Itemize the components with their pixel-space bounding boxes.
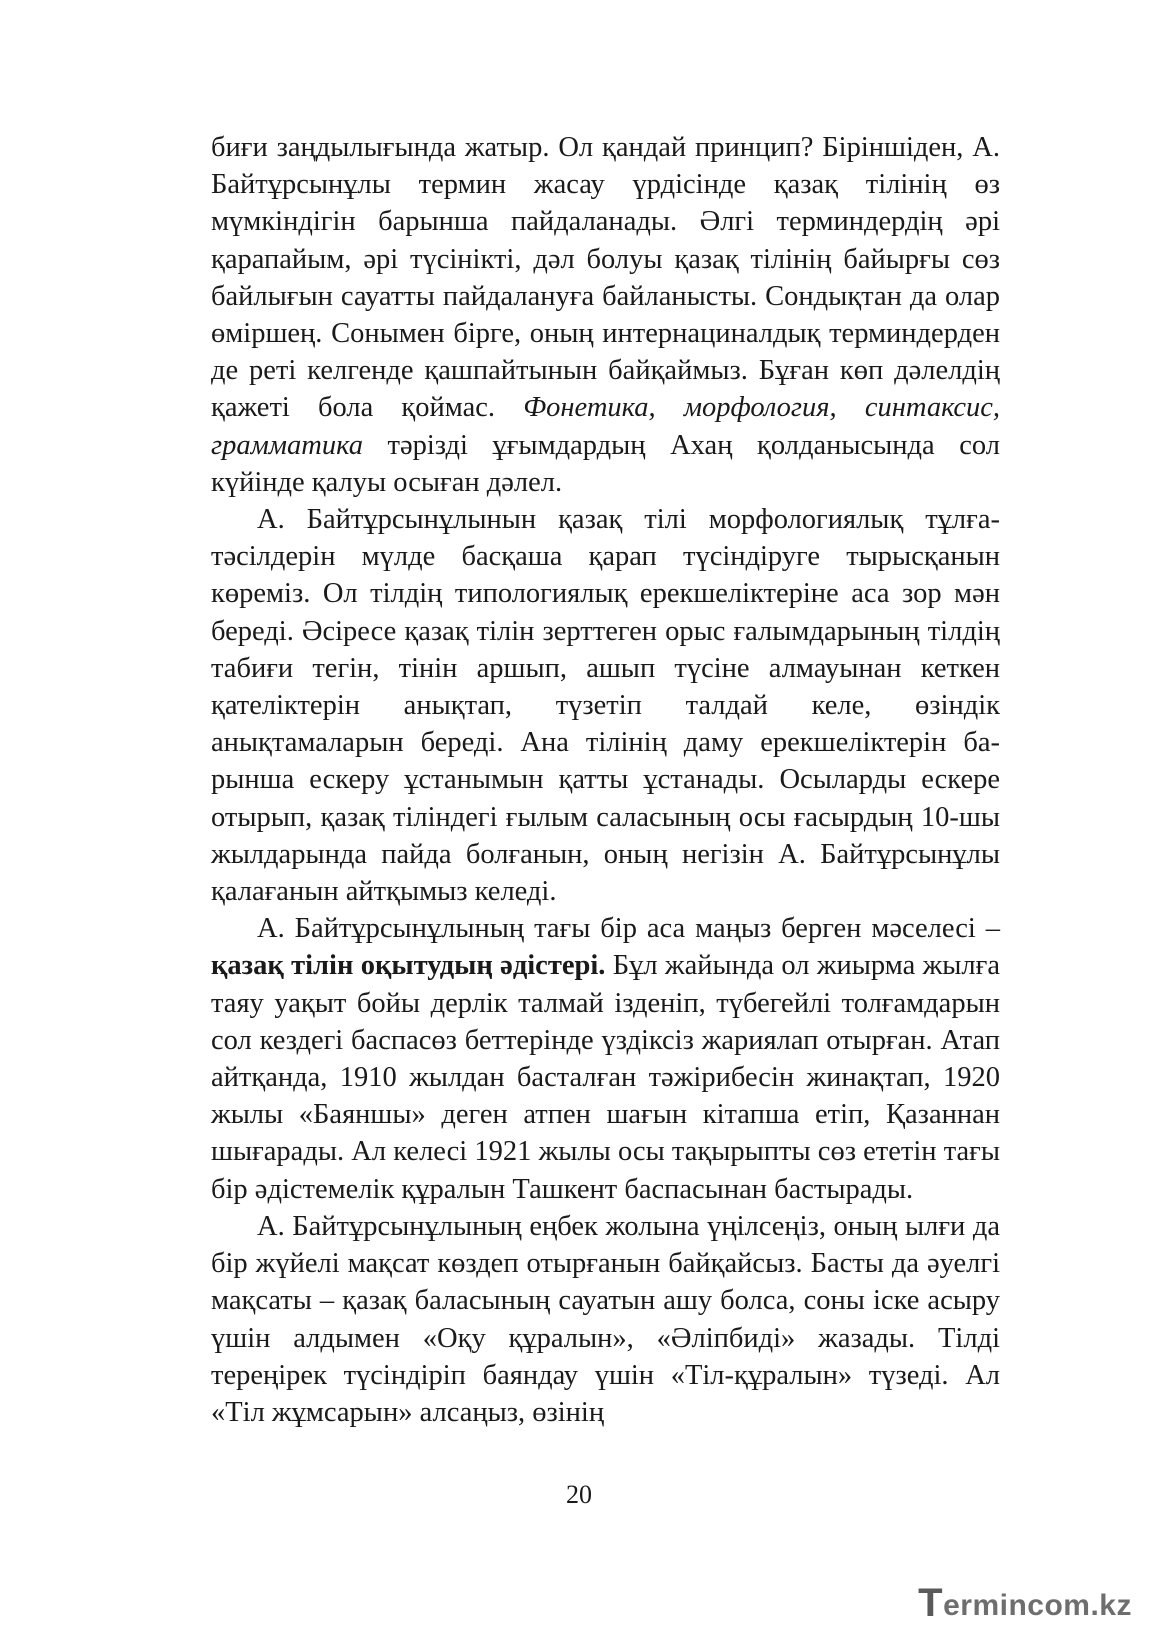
paragraph-3	[211, 910, 1000, 1208]
paragraph-1	[211, 129, 1000, 501]
body-text	[211, 129, 1000, 1431]
bold-heading-phrase: қазақ тілін оқытудың әдістері.	[211, 950, 606, 982]
text-run: А. Байтұрсынұлының еңбек жолына үңілсеңіз, оның ылғи да бір жүйелі мақсат көздеп отырғанын байқайсыз. Басты да әуелгі мақсаты – қазақ баласының сауатын ашу болса, соны іске асыру үшін алдымен «Оқу құралын», «Әліпбиді» жазады. Тілді тереңірек түсіндіріп баяндау үшін «Тіл-құралын» түзеді. Ал «Тіл жұмсарын» алсаңыз, өзінің	[211, 1210, 1000, 1428]
paragraph-2	[211, 501, 1000, 910]
page-number: 20	[566, 1480, 592, 1509]
paragraph-4	[211, 1208, 1000, 1431]
italic-term-list: Фонетика, морфология, синтаксис, грамматика	[211, 392, 1000, 461]
text-run: тәрізді ұғымдардың Ахаң қолданысында сол күйінде қалуы осыған дәлел.	[211, 429, 1000, 498]
text-run: биғи заңдылығында жатыр. Ол қандай принцип? Біріншіден, А. Байтұрсынұлы термин жасау үрдісінде қазақ тілінің өз мүмкіндігін барынша пайдаланады. Әлгі терминдердің әрі қарапайым, әрі түсінікті, дәл болуы қазақ тілінің байырғы сөз байлығын сауатты пайдалануға байланысты. Сондықтан да олар өміршең. Сонымен бірге, оның интернациналдық терминдерден де реті келгенде қашпайтынын байқаймыз. Бұған көп дәлелдің қажеті бола қоймас.	[211, 132, 1000, 424]
text-run: А. Байтұрсынұлынын қазақ тілі морфологиялық тұлғатәсілдерін мүлде басқаша қарап түсіндіруге тырысқанын көреміз. Ол тілдің типологиялық ерекшеліктеріне аса зор мән береді. Әсіресе қазақ тілін зерттеген орыс ғалымдарының тілдің табиғи тегін, тінін аршып, ашып түсіне алмауынан кеткен қателіктерін анықтап, түзетіп талдай келе, өзіндік анықтамаларын береді. Ана тілінің даму ерекшеліктерін барынша ескеру ұстанымын қатты ұстанады. Осыларды ескере отырып, қазақ тіліндегі ғылым саласының осы ғасырдың 10-шы жылдарында пайда болғанын, оның негізін А. Байтұрсынұлы қалағанын айтқымыз келеді.	[211, 504, 1000, 908]
watermark-logo	[918, 1583, 1132, 1623]
watermark-text: ermincom.kz	[943, 1589, 1132, 1622]
watermark-first-letter: T	[918, 1581, 944, 1625]
text-run: А. Байтұрсынұлының тағы бір аса маңыз берген мәселесі –	[257, 913, 1000, 945]
text-run: Бұл жайында ол жиырма жылға таяу уақыт бойы дерлік талмай ізденіп, түбегейлі толғамдарын сол кездегі баспасөз беттерінде үздіксіз жариялап отырған. Атап айтқанда, 1910 жылдан басталған тәжірибесін жинақтап, 1920 жылы «Баяншы» деген атпен шағын кітапша етіп, Қазаннан шығарады. Ал келесі 1921 жылы осы тақырыпты сөз ететін тағы бір әдістемелік құралын Ташкент баспасынан бастырады.	[211, 950, 1000, 1205]
